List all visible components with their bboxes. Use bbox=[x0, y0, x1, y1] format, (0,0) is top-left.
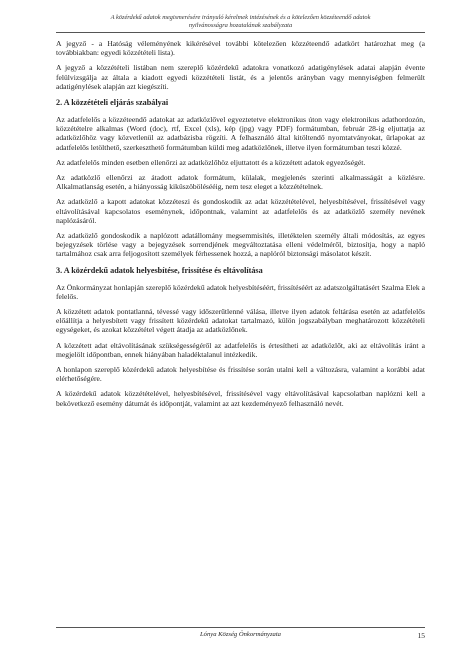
section-3-paragraph-2: A közzétett adatok pontatlanná, tévessé vagy időszerűtlenné válása, illetve ilyen adatok feltárása esetén az adatfelelős előállítja a helyesbített vagy frissített közérdekű adatokat tartalmazó, külön jogszabályban meghatározott közzétételi egységeket, és azokat közzététel végett átadja az adatközlőnek. bbox=[56, 307, 425, 335]
header-line-1: A közérdekű adatok megismerésére irányuló kérelmek intézésének és a kötelezően közzéteendő adatok bbox=[110, 14, 371, 21]
section-2-paragraph-5: Az adatközlő gondoskodik a naplózott adatállomány megsemmisítés, illetéktelen személy általi módosítás, az egyes bejegyzések törlése vagy a bejegyzések sorrendjének megváltoztatása elleni védelméről, biztosítja, hogy a napló tartalmához csak arra feljogosított személyek férhessenek hozzá, a naplóról biztonsági másolatot készít. bbox=[56, 231, 425, 259]
section-2-paragraph-2: Az adatfelelős minden esetben ellenőrzi az adatközlőhöz eljuttatott és a közzétett adatok egyezőségét. bbox=[56, 157, 366, 167]
footer-organization: Lónya Község Önkormányzata bbox=[200, 631, 281, 638]
footer-divider bbox=[56, 627, 425, 628]
header-line-2: nyilvánosságra hozatalának szabályzata bbox=[188, 22, 293, 29]
section-3-heading: 3. A közérdekű adatok helyesbítése, frissítése és eltávolítása bbox=[56, 265, 263, 275]
intro-paragraph-2: A jegyző a közzétételi listában nem szereplő közérdekű adatokra vonatkozó adatigénylések adatai alapján évente felülvizsgálja az általa a kiadott egyedi közzétételi listát, és a jelentős arányban vagy mennyiségben felmerült adatigénylések alapján azt kiegészíti. bbox=[56, 63, 425, 91]
section-3-paragraph-4: A honlapon szereplő közérdekű adatok helyesbítése és frissítése során utalni kell a változásra, valamint a korábbi adat elérhetőségére. bbox=[56, 365, 425, 384]
intro-paragraph-1: A jegyző - a Hatóság véleményének kikérésével további kötelezően közzéteendő adatkört határozhat meg (a továbbiakban: egyedi közzétételi lista). bbox=[56, 39, 425, 58]
header-divider bbox=[56, 32, 425, 33]
section-2-paragraph-4: Az adatközlő a kapott adatokat közzéteszi és gondoskodik az adat közzétételével, helyesbítésével, frissítésével vagy eltávolításával kapcsolatos eseménynek, időpontnak, valamint az adatfelelős és az adatközlő személy nevének naplózásáról. bbox=[56, 197, 425, 225]
section-3-paragraph-1: Az Önkormányzat honlapján szereplő közérdekű adatok helyesbítéséért, frissítéséért az adatszolgáltatásért Szalma Elek a felelős. bbox=[56, 282, 425, 301]
section-2-paragraph-1: Az adatfelelős a közzéteendő adatokat az adatközlővel egyeztetetve elektronikus úton vagy elektronikus adathordozón, közzétételre alkalmas (Word (doc), rtf, Excel (xls), kép (jpg) vagy PDF) formátumban, február 28-ig eljuttatja az adatközlőhöz vagy közvetlenül az adatbázisba rögzíti. A felhasználó által kitöltendő nyomtatványokat, űrlapokat az adatfelelős letölthető, szerkeszthető formátumban küldi meg adatközlőnek, illetve ilyen formátumban teszi közzé. bbox=[56, 115, 425, 152]
section-3-paragraph-5: A közérdekű adatok közzétételével, helyesbítésével, frissítésével vagy eltávolításával kapcsolatban naplózni kell a bekövetkező esemény dátumát és időpontját, valamint az azt kezdeményező felhasználó nevét. bbox=[56, 389, 425, 408]
page-footer bbox=[56, 627, 425, 639]
page-number: 15 bbox=[417, 631, 425, 640]
section-2-paragraph-3: Az adatközlő ellenőrzi az átadott adatok formátum, külalak, megjelenés szerinti alkalmasságát a közlésre. Alkalmatlanság esetén, a hiányosság kiküszöbölésééig, nem tesz eleget a közzétételnek. bbox=[56, 173, 425, 192]
page-header bbox=[56, 14, 425, 30]
section-2-heading: 2. A közzétételi eljárás szabályai bbox=[56, 98, 169, 108]
section-3-paragraph-3: A közzétett adat eltávolításának szükségességéről az adatfelelős is értesítheti az adatközlőt, aki az eltávolítás iránt a megjelölt időpontban, ennek hiányában haladéktalanul intézkedik. bbox=[56, 340, 425, 359]
